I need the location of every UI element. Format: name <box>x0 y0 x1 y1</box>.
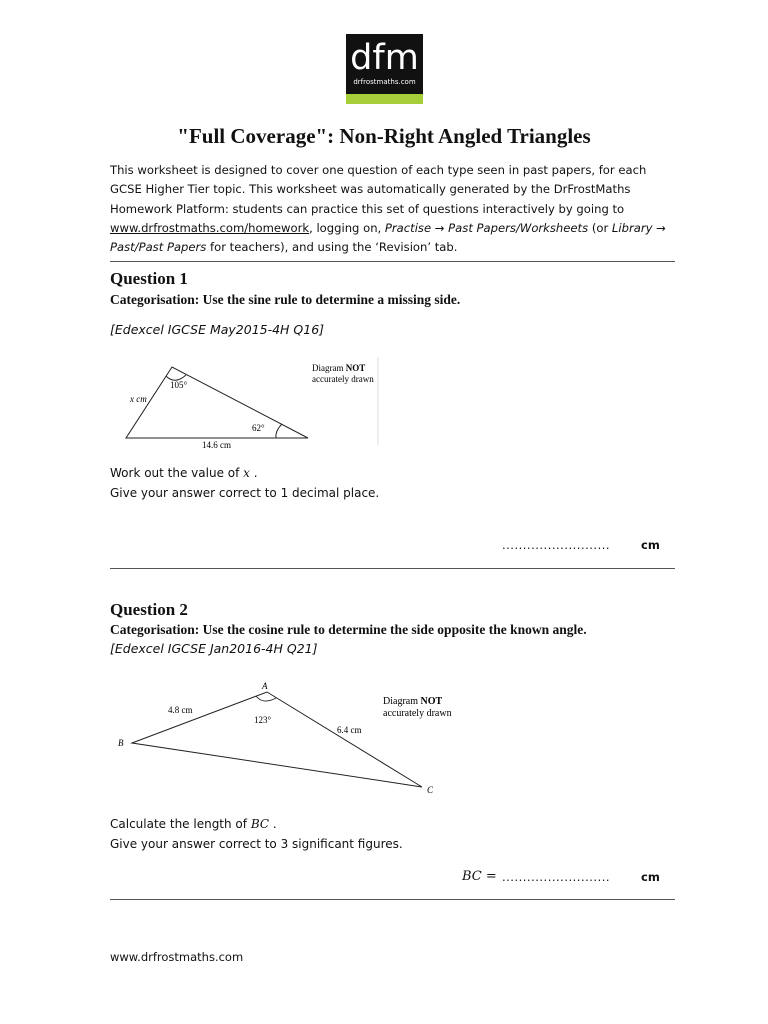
triangle-q1 <box>126 367 308 438</box>
question-2-source: [Edexcel IGCSE Jan2016-4H Q21] <box>110 641 318 656</box>
question-1-heading: Question 1 <box>110 269 188 288</box>
answer-1-blank[interactable]: .......................... <box>502 538 611 552</box>
intro-path-2: Library → Past/Past Papers <box>110 220 666 255</box>
question-1-source: [Edexcel IGCSE May2015-4H Q16] <box>110 322 325 337</box>
question-1-precision: Give your answer correct to 1 decimal place. <box>110 486 380 500</box>
angle-arc-a <box>256 696 276 701</box>
page-title: "Full Coverage": Non-Right Angled Triangles <box>177 124 591 148</box>
intro-text-3: (or <box>588 220 612 235</box>
logo-green-bar <box>346 94 423 104</box>
logo-mark: dfm <box>350 38 419 78</box>
question-1-instruction: Work out the value of x . <box>110 466 258 480</box>
answer-2-blank[interactable]: .......................... <box>502 870 611 884</box>
intro-path-1: Practise → Past Papers/Worksheets <box>384 220 589 235</box>
footer-url[interactable]: www.drfrostmaths.com <box>110 950 244 964</box>
side-label-ab: 4.8 cm <box>168 705 193 715</box>
intro-text-2: , logging on, <box>309 220 385 235</box>
divider <box>110 568 675 569</box>
side-label-x: x cm <box>130 394 147 404</box>
angle-arc-right <box>276 424 282 438</box>
intro-text-1: This worksheet is designed to cover one question of each type seen in past papers, for each GCSE Higher Tier topic. This worksheet was automatically generated by the DrFrostMaths Homework Platform: students can practice this set of questions interactively by going to <box>110 163 647 216</box>
variable-x: x <box>243 466 250 480</box>
intro-paragraph <box>110 161 670 257</box>
vertex-a: A <box>262 681 268 691</box>
side-label-base: 14.6 cm <box>202 440 231 450</box>
angle-label-105: 105° <box>170 380 188 390</box>
answer-2-label: BC = <box>462 869 497 884</box>
intro-text-4: for teachers), and using the ‘Revision’ tab. <box>206 240 458 255</box>
vertex-c: C <box>427 785 434 795</box>
angle-label-123: 123° <box>254 715 272 725</box>
question-2-category: Categorisation: Use the cosine rule to determine the side opposite the known angle. <box>110 622 587 637</box>
divider <box>110 899 675 900</box>
diagram-note-2: accurately drawn <box>312 374 374 384</box>
divider <box>110 261 675 262</box>
answer-1-unit: cm <box>641 538 660 552</box>
diagram-note-1: Diagram NOT <box>312 363 366 373</box>
side-label-ac: 6.4 cm <box>337 725 362 735</box>
vertex-b: B <box>118 738 124 748</box>
answer-2-unit: cm <box>641 870 660 884</box>
question-2-precision: Give your answer correct to 3 significant figures. <box>110 837 403 851</box>
question-2-diagram <box>110 675 480 800</box>
question-2-instruction: Calculate the length of BC . <box>110 817 277 831</box>
homework-link[interactable]: www.drfrostmaths.com/homework <box>110 220 310 235</box>
question-1-diagram <box>110 355 390 455</box>
diagram-note-1: Diagram NOT <box>383 696 443 707</box>
diagram-note-2: accurately drawn <box>383 708 452 719</box>
question-1-category: Categorisation: Use the sine rule to determine a missing side. <box>110 292 461 307</box>
variable-bc: BC <box>250 817 270 831</box>
question-2-heading: Question 2 <box>110 600 188 619</box>
logo-site: drfrostmaths.com <box>353 78 416 86</box>
dfm-logo <box>346 34 423 104</box>
angle-label-62: 62° <box>252 423 265 433</box>
